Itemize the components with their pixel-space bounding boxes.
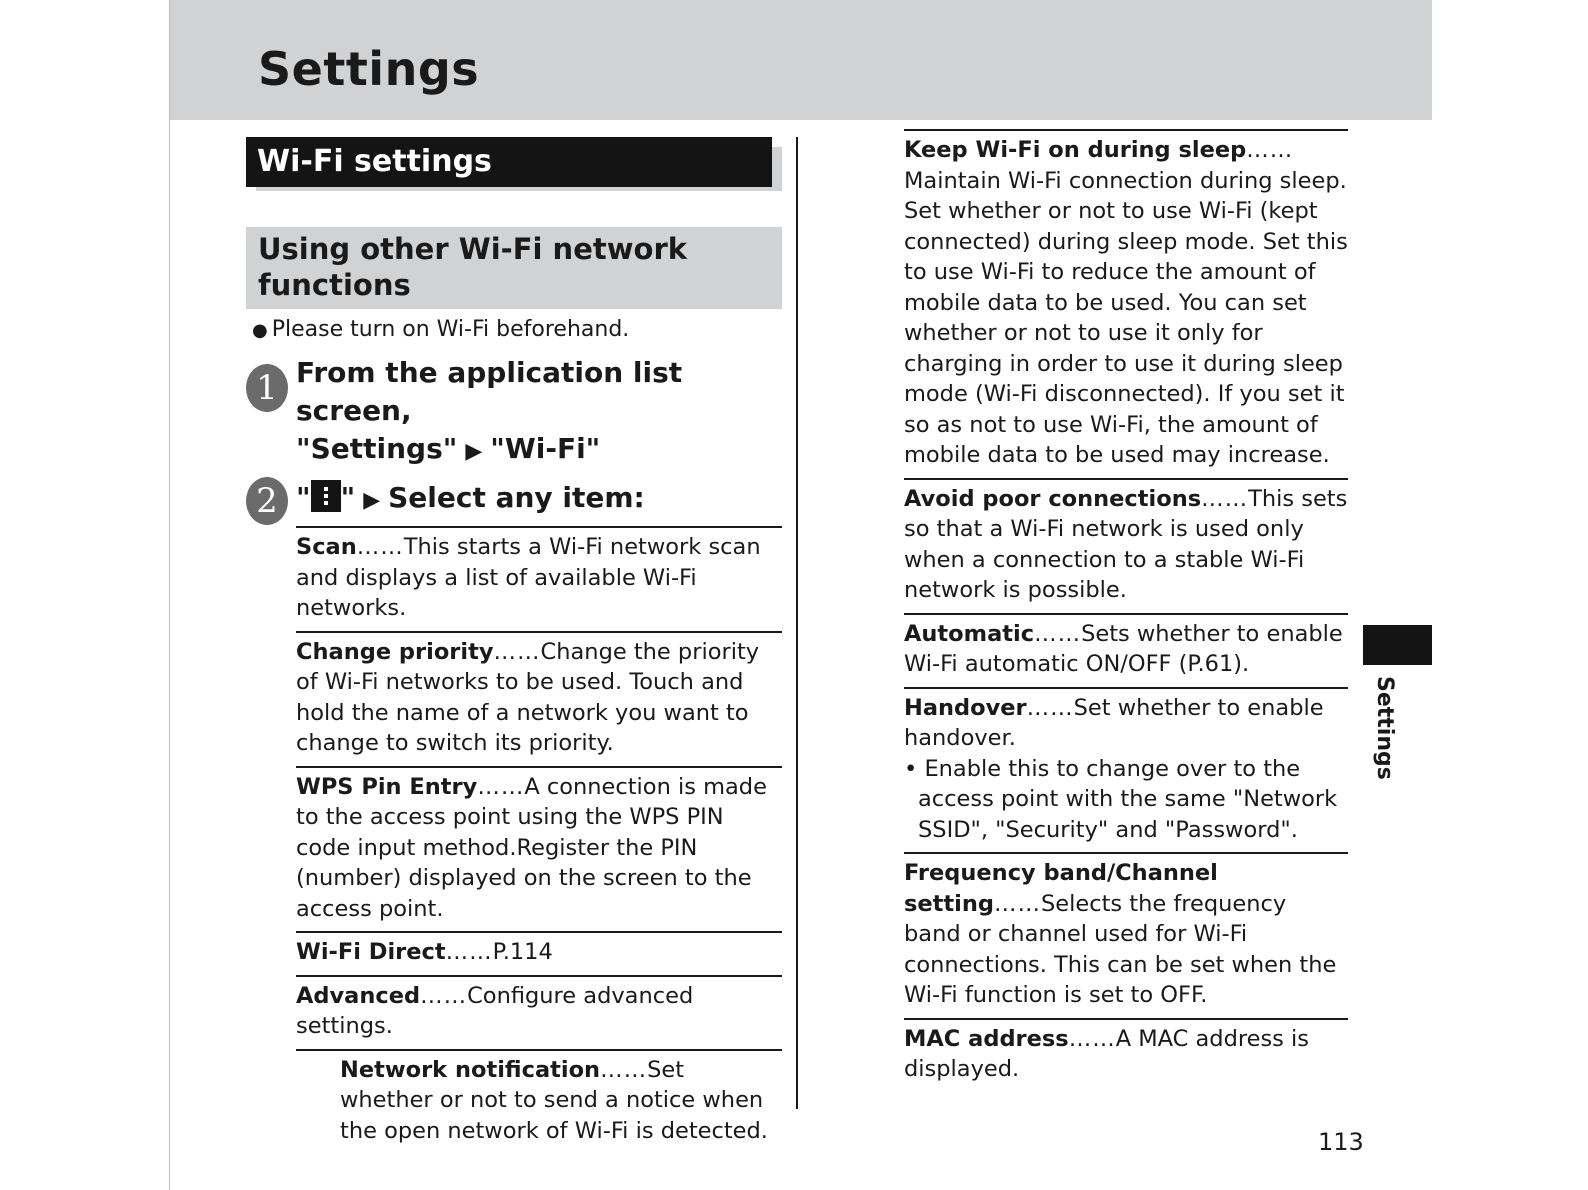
menu-item-list [296,526,782,1153]
arrow-right-icon: ▶ [363,488,381,513]
step-1 [246,354,782,471]
item-description: Maintain Wi-Fi connection during sleep. Set whether or not to use Wi-Fi (kept connected) during sleep mode. Set this to use Wi-Fi to reduce the amount of mobile data to be used. You can set whether or not to use it only for charging in order to use it during sleep mode (Wi-Fi disconnected). If you set it so as not to use Wi-Fi, the amount of mobile data to be used may increase. [904,167,1348,468]
item-description: Set whether to enable handover. [904,694,1324,751]
page-edge-line [169,0,170,1190]
item-term: Frequency band/Channel setting [904,860,1218,917]
subsection-heading: Using other Wi-Fi network functions [246,227,782,309]
item-term: Handover [904,694,1027,721]
bullet-text: Enable this to change over to the access point with the same "Network SSID", "Security" and "Password". [918,755,1338,843]
step-1-line1: From the application list screen, [296,356,683,427]
separator-dots: …… [1068,1025,1116,1052]
separator-dots: …… [445,939,493,965]
column-divider [796,137,798,1109]
step-2-close-quote: " [340,481,356,514]
list-item-wifi-direct [296,933,782,977]
item-term: Advanced [296,982,421,1009]
item-description: This sets so that a Wi-Fi network is used only when a connection to a stable Wi-Fi network is possible. [904,485,1348,603]
item-term: Automatic [904,620,1035,647]
item-description: A connection is made to the access point using the WPS PIN code input method.Register the PIN (number) displayed on the screen to the access point. [296,773,767,922]
separator-dots: …… [1201,485,1249,512]
list-item-change-priority [296,633,782,768]
step-number-1-icon: 1 [246,364,288,412]
bullet-icon: • [904,755,925,782]
list-item-network-notification [340,1051,782,1154]
list-item-wps-pin-entry [296,768,782,934]
section-heading-label: Wi-Fi settings [257,144,492,179]
separator-dots: …… [600,1056,648,1083]
step-2 [246,479,782,520]
menu-key-icon [311,480,341,512]
item-term: Change priority [296,638,494,665]
separator-dots: …… [994,890,1041,917]
bullet-dot-icon: ● [252,320,268,341]
item-term: Scan [296,534,357,560]
left-column [246,137,782,1153]
step-1-line2 [296,430,782,471]
list-item-automatic [904,615,1348,689]
list-item-avoid-poor-connections [904,480,1348,615]
separator-dots: …… [1246,137,1294,163]
arrow-right-icon: ▶ [465,439,483,464]
prerequisite-note [246,315,782,346]
list-item-scan [296,528,782,633]
list-item-advanced [296,977,782,1051]
separator-dots: …… [1034,620,1082,647]
item-description: This starts a Wi-Fi network scan and displays a list of available Wi-Fi networks. [296,534,761,621]
separator-dots: …… [356,534,404,560]
handover-bullet [904,754,1348,846]
item-term: Keep Wi-Fi on during sleep [904,137,1247,163]
item-description: A MAC address is displayed. [904,1025,1310,1082]
item-description: Change the priority of Wi-Fi networks to be used. Touch and hold the name of a network you want to change to switch its priority. [296,638,760,756]
item-term: Wi-Fi Direct [296,939,446,965]
advanced-item-list [904,129,1348,1092]
step-number-2-icon: 2 [246,477,288,525]
step-2-open-quote: " [296,481,311,514]
page-title: Settings [258,42,480,96]
item-term: WPS Pin Entry [296,773,478,800]
section-heading [246,137,782,191]
list-item-mac-address [904,1020,1348,1092]
right-column [904,129,1348,1092]
separator-dots: …… [477,773,525,800]
chapter-tab-label: Settings [1372,676,1397,780]
note-text: Please turn on Wi-Fi beforehand. [271,317,630,342]
step-1-settings: "Settings" [296,432,458,465]
item-term: Network notification [340,1056,601,1083]
list-item-keep-wifi-on [904,131,1348,480]
list-item-frequency-band [904,854,1348,1020]
item-description: Set whether or not to send a notice when the open network of Wi-Fi is detected. [340,1056,768,1144]
separator-dots: …… [420,982,468,1009]
item-description: Selects the frequency band or channel used for Wi-Fi connections. This can be set when the Wi-Fi function is set to OFF. [904,890,1337,1008]
step-1-wifi: "Wi-Fi" [490,432,601,465]
item-term: Avoid poor connections [904,485,1202,512]
step-2-instruction: Select any item: [388,481,645,514]
step-1-text [296,354,782,471]
item-description: Configure advanced settings. [296,982,694,1039]
separator-dots: …… [493,638,541,665]
item-term: MAC address [904,1025,1069,1052]
item-description: Sets whether to enable Wi-Fi automatic ON/OFF (P.61). [904,620,1343,677]
separator-dots: …… [1026,694,1074,721]
list-item-handover [904,689,1348,855]
step-2-text [296,479,782,520]
item-page-reference: P.114 [492,939,553,965]
chapter-tab [1363,625,1432,665]
page-number: 113 [1318,1128,1364,1156]
